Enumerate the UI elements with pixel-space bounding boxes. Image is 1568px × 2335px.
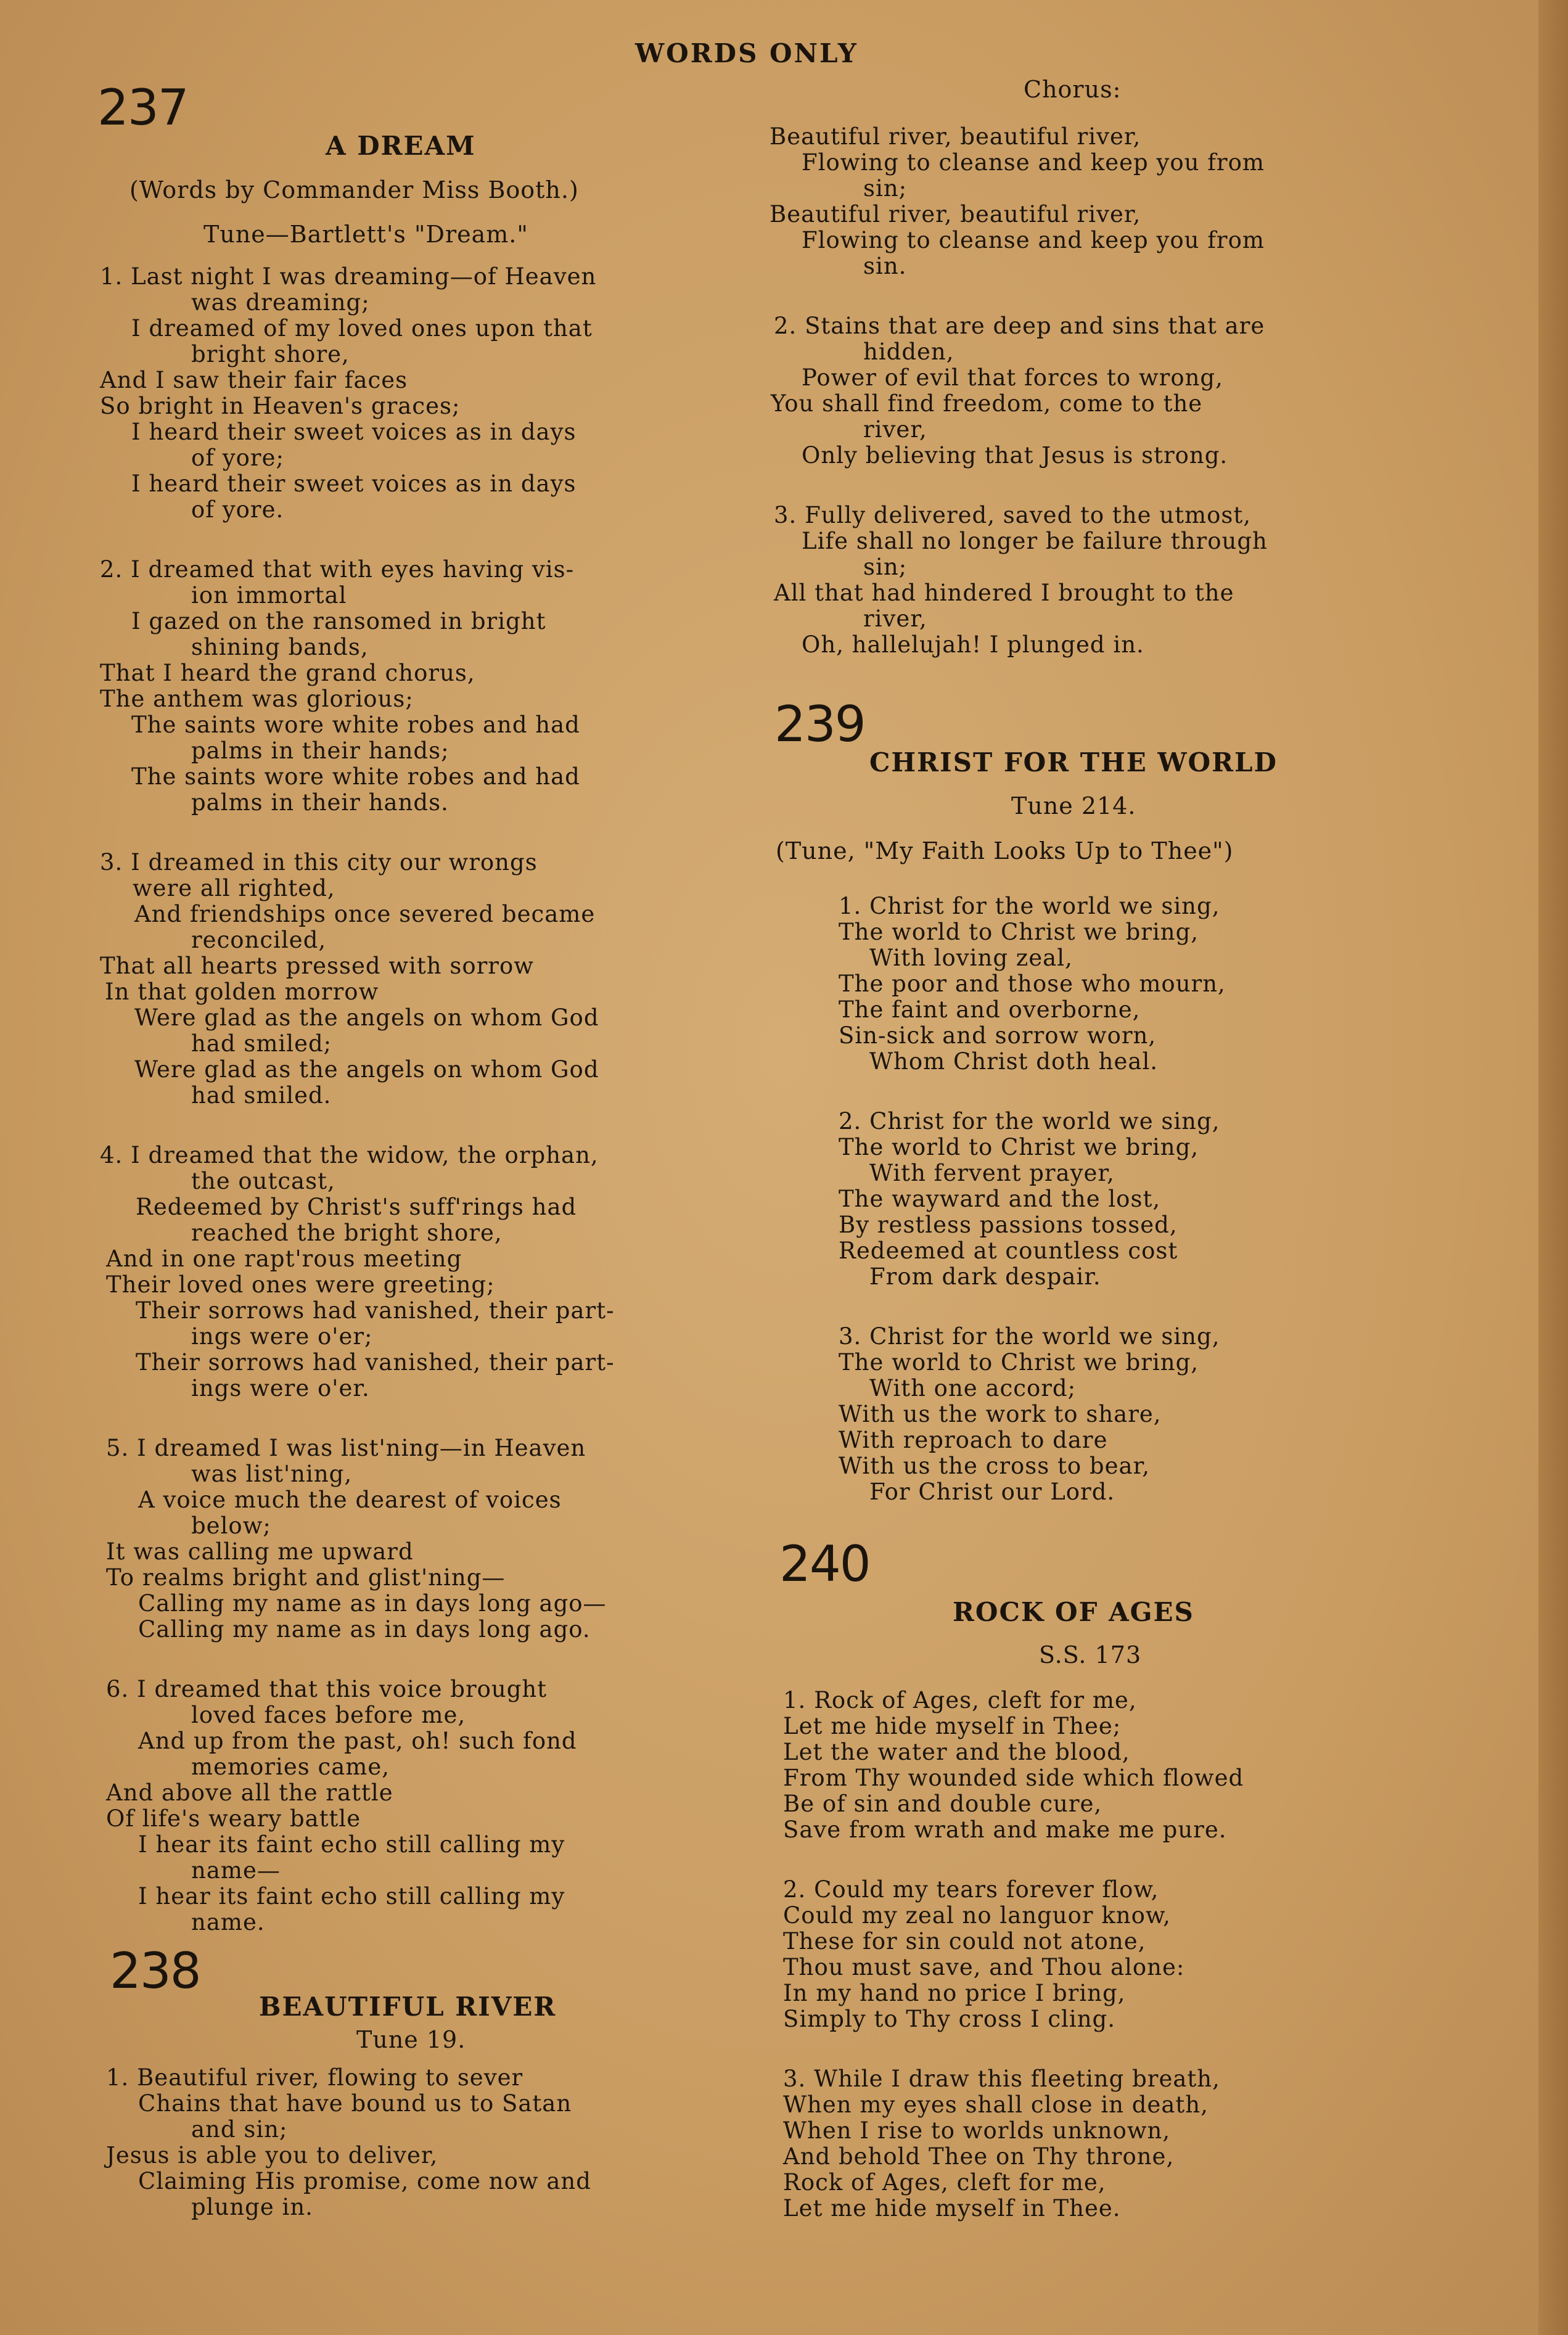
hymn-line: Redeemed at countless cost [839, 1237, 1178, 1264]
hymn-line: palms in their hands; [191, 737, 449, 764]
hymn-line: The wayward and the lost, [839, 1186, 1161, 1212]
hymn-line: These for sin could not atone, [783, 1928, 1146, 1955]
hymn-line: 1. Rock of Ages, cleft for me, [783, 1687, 1137, 1713]
hymn-line: 3. While I draw this fleeting breath, [783, 2066, 1220, 2092]
hymn-line: The anthem was glorious; [100, 686, 414, 712]
hymn-line: plunge in. [191, 2194, 313, 2220]
hymn-line: Be of sin and double cure, [783, 1791, 1102, 1817]
hymn-line: It was calling me upward [106, 1538, 414, 1565]
hymn-line: All that had hindered I brought to the [774, 580, 1234, 606]
hymn-line: loved faces before me, [191, 1702, 466, 1728]
hymn-line: In that golden morrow [105, 979, 379, 1005]
hymn-line: 2. Stains that are deep and sins that are [774, 313, 1265, 339]
hymn-line: 6. I dreamed that this voice brought [106, 1676, 548, 1702]
hymn-number: 239 [774, 696, 865, 753]
hymn-line: of yore. [191, 496, 284, 523]
hymn-line: Their sorrows had vanished, their part- [136, 1349, 615, 1376]
hymn-line: below; [191, 1512, 271, 1539]
hymn-line: And in one rapt'rous meeting [106, 1245, 462, 1272]
hymn-line: For Christ our Lord. [869, 1479, 1115, 1505]
hymn-line: The faint and overborne, [839, 996, 1141, 1023]
hymn-line: Could my zeal no languor know, [783, 1902, 1171, 1929]
hymn-line: Simply to Thy cross I cling. [783, 2006, 1115, 2032]
hymn-line: From Thy wounded side which flowed [783, 1765, 1244, 1791]
hymn-line: reconciled, [191, 927, 327, 953]
hymn-line: Let me hide myself in Thee; [783, 1713, 1122, 1739]
hymn-line: was list'ning, [191, 1461, 353, 1487]
hymn-line: I gazed on the ransomed in bright [131, 608, 546, 634]
hymn-line: Beautiful river, beautiful river, [770, 123, 1141, 150]
hymn-line: sin; [863, 175, 908, 202]
hymn-tune-alt: (Tune, "My Faith Looks Up to Thee") [776, 837, 1234, 864]
hymn-line: I hear its faint echo still calling my [138, 1831, 565, 1858]
hymn-line: palms in their hands. [191, 789, 449, 816]
page-header: WORDS ONLY [635, 38, 858, 68]
hymn-line: ings were o'er; [191, 1323, 373, 1350]
hymn-line: Flowing to cleanse and keep you from [802, 227, 1265, 253]
hymn-line: Their loved ones were greeting; [106, 1271, 495, 1298]
hymn-line: And behold Thee on Thy throne, [783, 2143, 1175, 2170]
hymn-line: The world to Christ we bring, [839, 1134, 1199, 1160]
hymn-line: had smiled. [191, 1082, 332, 1109]
hymn-line: Let me hide myself in Thee. [783, 2195, 1121, 2222]
hymn-line: With loving zeal, [869, 945, 1073, 971]
hymn-tune: S.S. 173 [1039, 1641, 1142, 1668]
hymn-line: reached the bright shore, [191, 1220, 503, 1246]
hymn-line: The world to Christ we bring, [839, 1349, 1199, 1376]
hymn-line: And above all the rattle [106, 1779, 393, 1806]
hymn-line: Of life's weary battle [106, 1805, 361, 1832]
hymn-line: With us the cross to bear, [839, 1453, 1150, 1479]
hymn-line: When my eyes shall close in death, [783, 2091, 1209, 2118]
hymn-line: 1. Beautiful river, flowing to sever [106, 2064, 523, 2091]
hymn-line: And I saw their fair faces [100, 367, 408, 393]
hymn-line: To realms bright and glist'ning— [106, 1564, 506, 1591]
hymn-line: With reproach to dare [839, 1427, 1108, 1453]
hymn-title: A DREAM [326, 131, 476, 161]
hymn-line: Claiming His promise, come now and [138, 2168, 591, 2194]
hymn-number: 240 [779, 1535, 870, 1593]
hymn-line: The poor and those who mourn, [839, 971, 1226, 997]
hymn-line: The saints wore white robes and had [131, 712, 580, 738]
hymn-line: Flowing to cleanse and keep you from [802, 149, 1265, 176]
hymn-line: name. [191, 1909, 265, 1935]
hymn-line: hidden, [863, 339, 954, 365]
hymn-line: And up from the past, oh! such fond [138, 1728, 577, 1754]
hymn-number: 237 [97, 79, 188, 136]
hymn-line: Let the water and the blood, [783, 1739, 1130, 1765]
hymn-line: ings were o'er. [191, 1375, 370, 1401]
hymn-line: With fervent prayer, [869, 1160, 1115, 1186]
hymn-line: ion immortal [191, 582, 347, 609]
hymn-line: You shall find freedom, come to the [771, 390, 1203, 417]
hymn-line: river, [863, 605, 927, 632]
hymn-line: Calling my name as in days long ago. [138, 1616, 591, 1643]
hymn-line: Life shall no longer be failure through [802, 528, 1268, 554]
hymn-tune: Tune—Bartlett's "Dream." [203, 221, 528, 248]
hymn-line: bright shore, [191, 341, 350, 367]
hymn-line: memories came, [191, 1754, 390, 1780]
hymn-line: I heard their sweet voices as in days [131, 419, 577, 445]
hymn-line: Thou must save, and Thou alone: [783, 1954, 1185, 1980]
hymn-line: The world to Christ we bring, [839, 919, 1199, 945]
hymn-line: That all hearts pressed with sorrow [100, 953, 534, 979]
hymn-line: 1. Last night I was dreaming—of Heaven [100, 263, 597, 290]
hymn-line: Beautiful river, beautiful river, [770, 201, 1141, 228]
hymn-line: 3. Christ for the world we sing, [839, 1323, 1220, 1350]
hymn-line: The saints wore white robes and had [131, 763, 580, 790]
hymn-line: Whom Christ doth heal. [869, 1048, 1159, 1075]
hymn-line: 5. I dreamed I was list'ning—in Heaven [106, 1435, 586, 1461]
hymn-line: 2. Could my tears forever flow, [783, 1876, 1159, 1903]
hymn-line: And friendships once severed became [134, 901, 596, 927]
hymn-line: the outcast, [191, 1168, 335, 1194]
hymn-line: had smiled; [191, 1030, 332, 1057]
chorus-label: Chorus: [1024, 76, 1122, 103]
hymn-line: 2. Christ for the world we sing, [839, 1108, 1220, 1135]
hymn-line: 3. Fully delivered, saved to the utmost, [774, 502, 1251, 528]
hymn-line: I hear its faint echo still calling my [138, 1883, 565, 1910]
hymn-line: Only believing that Jesus is strong. [802, 442, 1228, 469]
hymn-line: Power of evil that forces to wrong, [802, 364, 1223, 391]
hymn-line: name— [191, 1857, 281, 1884]
hymn-number: 238 [110, 1942, 200, 2000]
hymn-line: of yore; [191, 445, 284, 471]
hymn-line: river, [863, 416, 927, 443]
page-edge [1538, 0, 1568, 2335]
hymn-line: 1. Christ for the world we sing, [839, 893, 1220, 919]
hymn-line: Chains that have bound us to Satan [138, 2090, 572, 2117]
hymn-line: In my hand no price I bring, [783, 1980, 1126, 2006]
hymn-line: I heard their sweet voices as in days [131, 470, 577, 497]
hymn-line: Were glad as the angels on whom God [134, 1004, 599, 1031]
hymn-line: That I heard the grand chorus, [100, 660, 475, 686]
hymn-line: 2. I dreamed that with eyes having vis- [100, 556, 575, 583]
hymn-line: By restless passions tossed, [839, 1212, 1178, 1238]
hymn-line: Their sorrows had vanished, their part- [136, 1297, 615, 1324]
hymn-line: Sin-sick and sorrow worn, [839, 1022, 1157, 1049]
hymn-line: shining bands, [191, 634, 369, 660]
hymn-line: Rock of Ages, cleft for me, [783, 2169, 1106, 2196]
hymn-tune: Tune 214. [1011, 792, 1136, 819]
hymn-line: Were glad as the angels on whom God [134, 1056, 599, 1083]
hymn-line: 3. I dreamed in this city our wrongs [100, 849, 538, 876]
hymn-line: Save from wrath and make me pure. [783, 1816, 1227, 1843]
hymn-tune: Tune 19. [356, 2026, 466, 2053]
hymn-line: were all righted, [133, 875, 335, 901]
hymn-line: Jesus is able you to deliver, [106, 2142, 438, 2169]
hymn-line: When I rise to worlds unknown, [783, 2117, 1171, 2144]
hymn-line: Redeemed by Christ's suff'rings had [136, 1194, 577, 1220]
hymn-line: and sin; [191, 2116, 288, 2143]
hymn-line: Calling my name as in days long ago— [138, 1590, 607, 1617]
hymn-title: ROCK OF AGES [953, 1597, 1194, 1627]
hymn-title: CHRIST FOR THE WORLD [869, 747, 1278, 778]
hymn-line: From dark despair. [869, 1263, 1101, 1290]
hymn-line: was dreaming; [191, 289, 370, 316]
hymn-line: A voice much the dearest of voices [138, 1487, 562, 1513]
hymn-line: Oh, hallelujah! I plunged in. [802, 631, 1144, 658]
hymn-line: sin; [863, 554, 908, 580]
hymn-credit: (Words by Commander Miss Booth.) [129, 176, 579, 203]
hymn-line: 4. I dreamed that the widow, the orphan, [100, 1142, 599, 1168]
hymn-line: I dreamed of my loved ones upon that [131, 315, 593, 342]
hymn-line: With one accord; [869, 1375, 1077, 1401]
hymn-line: sin. [863, 253, 907, 279]
hymn-line: So bright in Heaven's graces; [100, 393, 461, 419]
hymn-title: BEAUTIFUL RIVER [259, 1992, 557, 2022]
hymn-line: With us the work to share, [839, 1401, 1162, 1427]
